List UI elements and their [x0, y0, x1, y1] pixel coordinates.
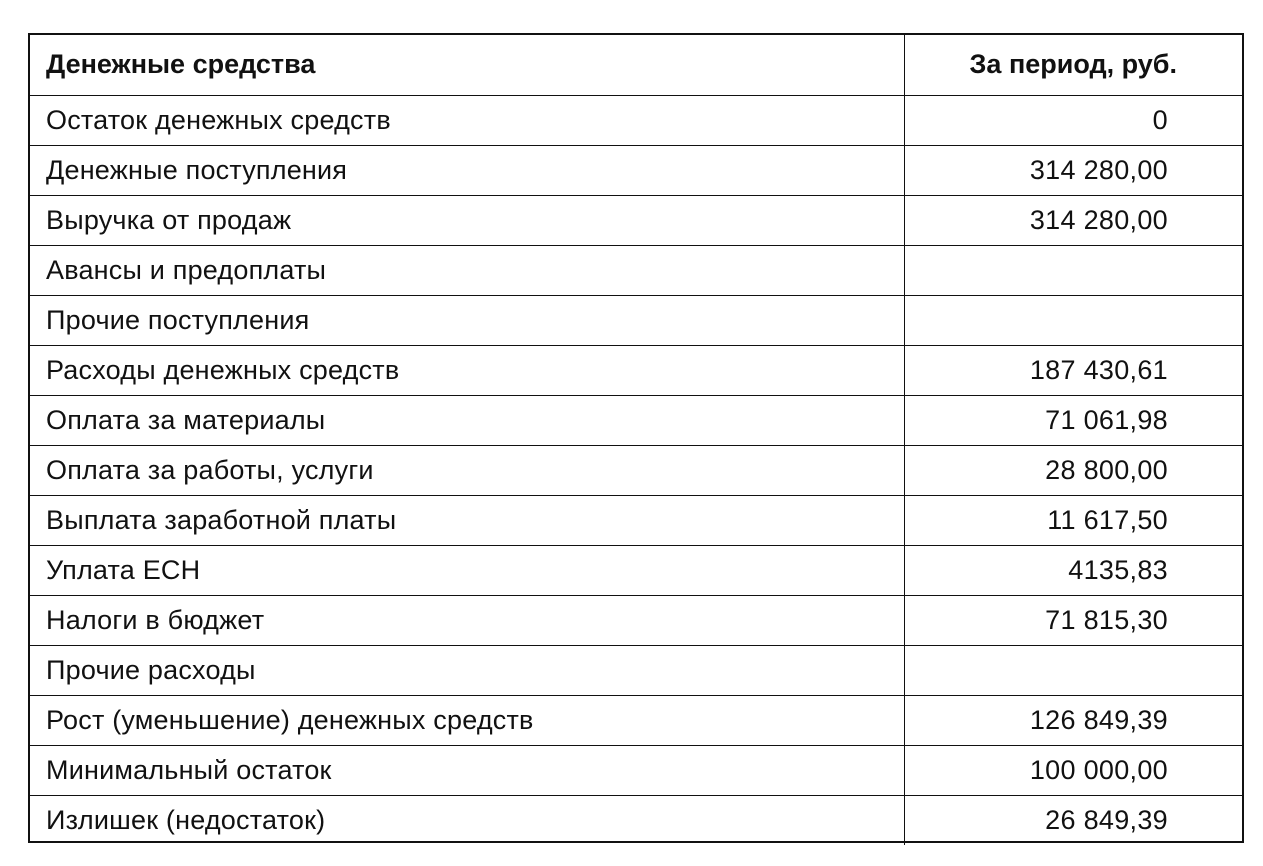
- table-header-row: [30, 35, 1242, 95]
- table-row: [30, 595, 1242, 645]
- table-row: [30, 645, 1242, 695]
- cash-flow-table-frame: [28, 33, 1244, 843]
- row-amount: 11 617,50: [904, 495, 1242, 545]
- row-amount: 0: [904, 95, 1242, 145]
- row-label: Рост (уменьшение) денежных средств: [30, 695, 904, 745]
- row-amount: 28 800,00: [904, 445, 1242, 495]
- row-amount: 100 000,00: [904, 745, 1242, 795]
- row-amount: 26 849,39: [904, 795, 1242, 845]
- row-amount: 187 430,61: [904, 345, 1242, 395]
- row-label: Излишек (недостаток): [30, 795, 904, 845]
- row-label: Выплата заработной платы: [30, 495, 904, 545]
- row-amount: [904, 645, 1242, 695]
- row-label: Прочие поступления: [30, 295, 904, 345]
- table-row: [30, 395, 1242, 445]
- row-label: Выручка от продаж: [30, 195, 904, 245]
- row-label: Уплата ЕСН: [30, 545, 904, 595]
- row-label: Авансы и предоплаты: [30, 245, 904, 295]
- row-amount: 314 280,00: [904, 195, 1242, 245]
- cash-flow-table: [30, 35, 1242, 845]
- row-amount: 71 815,30: [904, 595, 1242, 645]
- table-row: [30, 495, 1242, 545]
- row-amount: 4135,83: [904, 545, 1242, 595]
- row-amount: [904, 245, 1242, 295]
- row-label: Оплата за работы, услуги: [30, 445, 904, 495]
- table-row: [30, 195, 1242, 245]
- table-row: [30, 545, 1242, 595]
- column-header-period-amount: За период, руб.: [904, 35, 1242, 95]
- row-label: Минимальный остаток: [30, 745, 904, 795]
- table-row: [30, 95, 1242, 145]
- row-label: Остаток денежных средств: [30, 95, 904, 145]
- column-header-cash: Денежные средства: [30, 35, 904, 95]
- table-row: [30, 695, 1242, 745]
- row-amount: 126 849,39: [904, 695, 1242, 745]
- table-row: [30, 295, 1242, 345]
- table-row: [30, 745, 1242, 795]
- row-amount: 314 280,00: [904, 145, 1242, 195]
- table-row: [30, 795, 1242, 845]
- row-label: Оплата за материалы: [30, 395, 904, 445]
- row-label: Прочие расходы: [30, 645, 904, 695]
- row-amount: [904, 295, 1242, 345]
- table-row: [30, 445, 1242, 495]
- row-label: Налоги в бюджет: [30, 595, 904, 645]
- row-amount: 71 061,98: [904, 395, 1242, 445]
- table-row: [30, 145, 1242, 195]
- row-label: Расходы денежных средств: [30, 345, 904, 395]
- table-row: [30, 245, 1242, 295]
- row-label: Денежные поступления: [30, 145, 904, 195]
- table-row: [30, 345, 1242, 395]
